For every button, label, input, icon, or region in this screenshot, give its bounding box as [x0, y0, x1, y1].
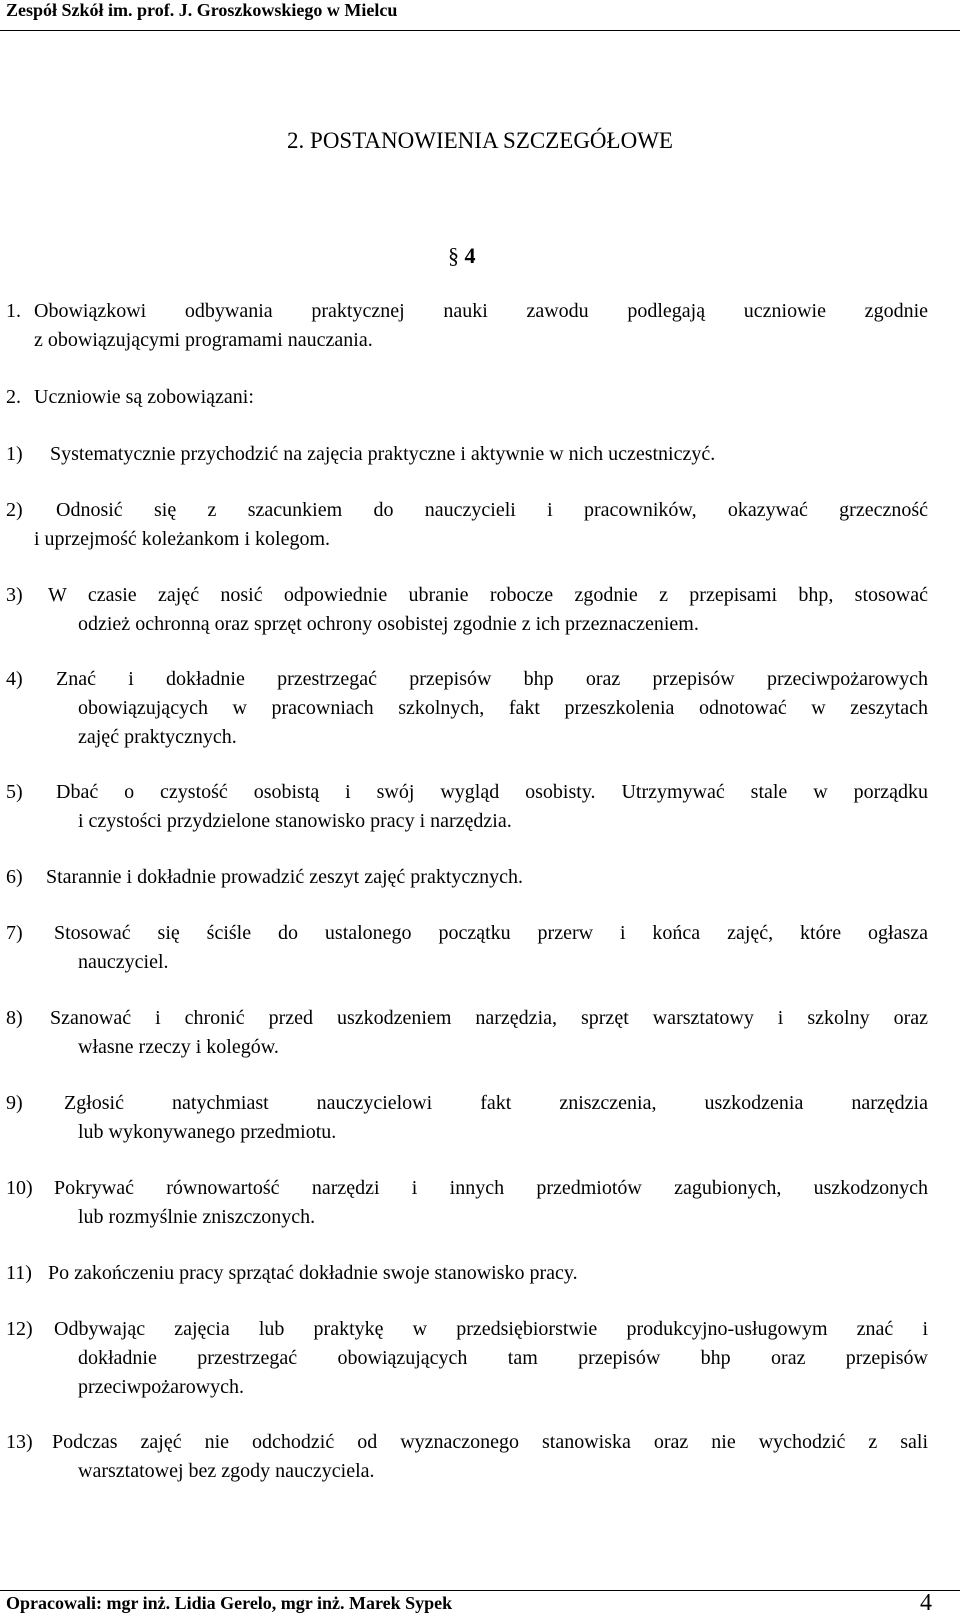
item-text: Odbywając zajęcia lub praktykę w przedsiębiorstwie produkcyjno-usługowym znać i	[54, 1318, 928, 1340]
item-text: Po zakończeniu pracy sprzątać dokładnie swoje stanowisko pracy.	[48, 1262, 578, 1284]
item-number: 2)	[6, 499, 23, 521]
item-text: Systematycznie przychodzić na zajęcia praktyczne i aktywnie w nich uczestniczyć.	[50, 443, 716, 465]
item-text-continued: dokładnie przestrzegać obowiązujących tam przepisów bhp oraz przepisów	[78, 1347, 928, 1369]
item-text-continued: lub wykonywanego przedmiotu.	[78, 1121, 337, 1143]
list-item	[6, 863, 928, 892]
paragraph-text-continued: z obowiązującymi programami nauczania.	[34, 329, 373, 351]
list-item	[6, 1004, 928, 1062]
list-item	[6, 440, 928, 469]
item-number: 12)	[6, 1318, 33, 1340]
item-number: 3)	[6, 584, 23, 606]
section-symbol: §	[448, 243, 459, 268]
item-text-continued: nauczyciel.	[78, 951, 169, 973]
item-text-continued: przeciwpożarowych.	[78, 1376, 245, 1398]
item-text-continued: warsztatowej bez zgody nauczyciela.	[78, 1460, 375, 1482]
item-text: Pokrywać równowartość narzędzi i innych przedmiotów zagubionych, uszkodzonych	[54, 1177, 928, 1199]
footer-authors: Opracowali: mgr inż. Lidia Gerelo, mgr inż. Marek Sypek	[6, 1593, 453, 1613]
item-text-continued: i uprzejmość koleżankom i kolegom.	[34, 528, 331, 550]
item-number: 9)	[6, 1092, 23, 1114]
footer-divider	[0, 1590, 960, 1591]
item-text: Starannie i dokładnie prowadzić zeszyt zajęć praktycznych.	[46, 866, 524, 888]
header-divider	[0, 30, 960, 31]
list-item	[6, 1089, 928, 1147]
item-text-continued: lub rozmyślnie zniszczonych.	[78, 1206, 316, 1228]
item-text-continued: odzież ochronną oraz sprzęt ochrony osobistej zgodnie z ich przeznaczeniem.	[78, 613, 699, 635]
item-number: 6)	[6, 866, 23, 888]
item-text: Odnosić się z szacunkiem do nauczycieli i pracowników, okazywać grzeczność	[56, 499, 928, 521]
item-text: Dbać o czystość osobistą i swój wygląd osobisty. Utrzymywać stale w porządku	[56, 781, 928, 803]
paragraph-text: Uczniowie są zobowiązani:	[34, 386, 254, 408]
list-item	[6, 919, 928, 977]
item-number: 11)	[6, 1262, 32, 1284]
item-number: 13)	[6, 1431, 33, 1453]
item-text-continued: własne rzeczy i kolegów.	[78, 1036, 279, 1058]
item-number: 5)	[6, 781, 23, 803]
item-text-continued: obowiązujących w pracowniach szkolnych, fakt przeszkolenia odnotować w zeszytach	[78, 697, 928, 719]
item-text: Zgłosić natychmiast nauczycielowi fakt zniszczenia, uszkodzenia narzędzia	[64, 1092, 928, 1114]
section-heading	[448, 241, 476, 271]
item-text: W czasie zajęć nosić odpowiednie ubranie robocze zgodnie z przepisami bhp, stosować	[48, 584, 928, 606]
page-number: 4	[920, 1590, 932, 1616]
item-number: 10)	[6, 1177, 33, 1199]
list-item	[6, 581, 928, 639]
list-item	[6, 1174, 928, 1232]
item-text-continued: zajęć praktycznych.	[78, 726, 237, 748]
item-number: 4)	[6, 668, 23, 690]
item-number: 8)	[6, 1007, 23, 1029]
page-title: 2. POSTANOWIENIA SZCZEGÓŁOWE	[287, 128, 673, 153]
paragraph-1	[6, 297, 928, 355]
list-item	[6, 778, 928, 836]
paragraph-text: Obowiązkowi odbywania praktycznej nauki zawodu podlegają uczniowie zgodnie	[34, 300, 928, 322]
paragraph-number: 2.	[6, 386, 21, 408]
item-text: Szanować i chronić przed uszkodzeniem narzędzia, sprzęt warsztatowy i szkolny oraz	[50, 1007, 928, 1029]
list-item	[6, 665, 928, 752]
paragraph-2	[6, 383, 928, 412]
item-text-continued: i czystości przydzielone stanowisko pracy i narzędzia.	[78, 810, 512, 832]
section-number: 4	[464, 243, 476, 268]
list-item	[6, 1428, 928, 1486]
list-item	[6, 1315, 928, 1402]
item-text: Znać i dokładnie przestrzegać przepisów bhp oraz przepisów przeciwpożarowych	[56, 668, 928, 690]
paragraph-number: 1.	[6, 300, 21, 322]
item-number: 1)	[6, 443, 23, 465]
item-text: Stosować się ściśle do ustalonego początku przerw i końca zajęć, które ogłasza	[54, 922, 928, 944]
list-item	[6, 496, 928, 554]
list-item	[6, 1259, 928, 1288]
school-header: Zespół Szkół im. prof. J. Groszkowskiego w Mielcu	[6, 0, 398, 20]
item-number: 7)	[6, 922, 23, 944]
item-text: Podczas zajęć nie odchodzić od wyznaczonego stanowiska oraz nie wychodzić z sali	[52, 1431, 928, 1453]
